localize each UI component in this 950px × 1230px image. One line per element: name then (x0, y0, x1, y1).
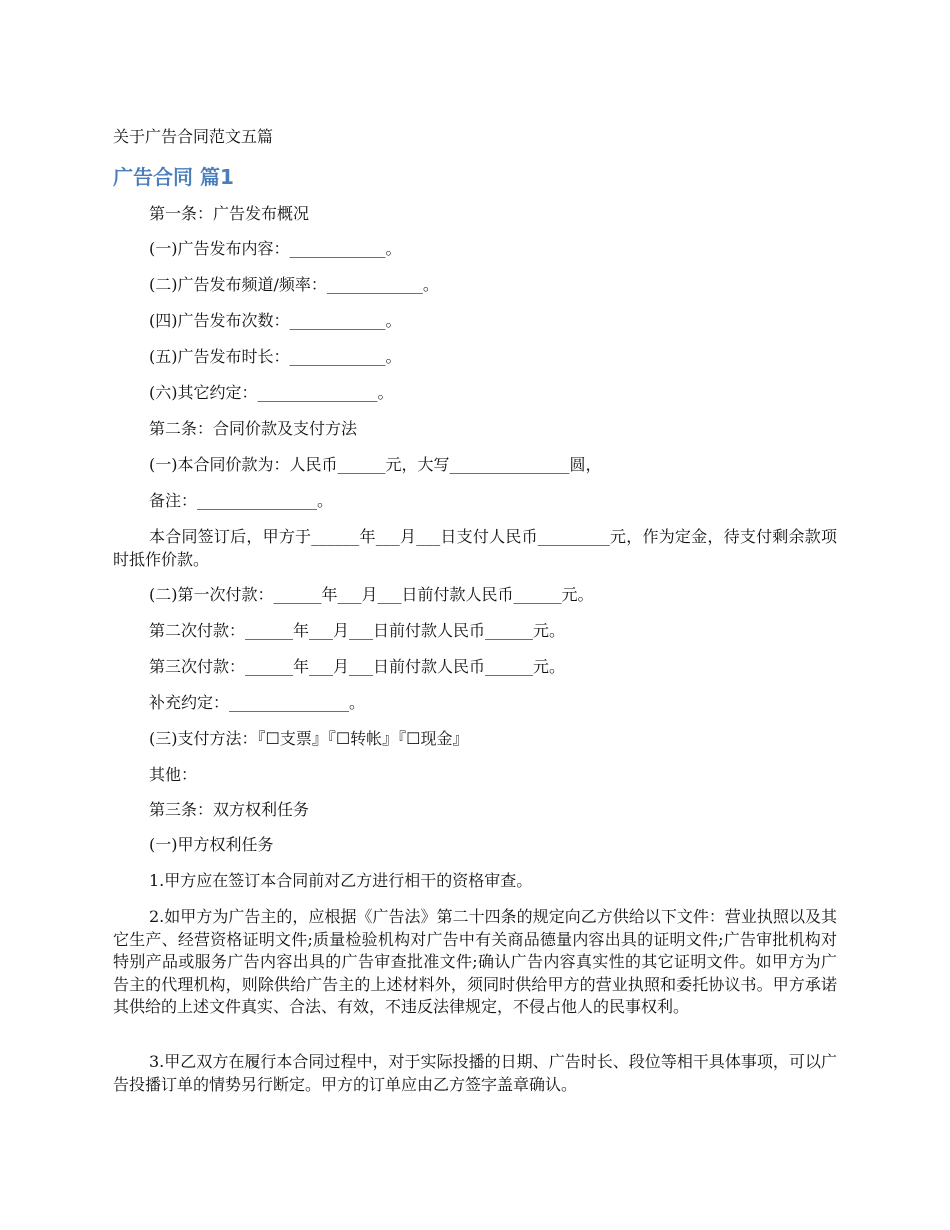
other-terms: 其他： (149, 765, 198, 784)
party-a-item-2: 2.如甲方为广告主的，应根据《广告法》第二十四条的规定向乙方供给以下文件：营业执照以及其它生产、经营资格证明文件;质量检验机构对广告中有关商品德量内容出具的证明文件;广告审批机构对特别产品或服务广告内容出具的广告审查批准文件;确认广告内容真实性的其它证明文件。如甲方为广告主的代理机构，则除供给广告主的上述材料外，须同时供给甲方的营业执照和委托协议书。甲方承诺其供给的上述文件真实、合法、有效，不违反法律规定，不侵占他人的民事权利。 (113, 907, 837, 1016)
paragraph-deposit: 本合同签订后，甲方于______年___月___日支付人民币_________元，作为定金，待支付剩余款项时抵作价款。 (113, 527, 837, 569)
payment-second: 第二次付款：______年___月___日前付款人民币______元。 (149, 621, 566, 640)
party-a-item-1: 1.甲方应在签订本合同前对乙方进行相干的资格审查。 (149, 871, 533, 890)
section-heading: 广告合同 篇1 (113, 165, 234, 189)
party-a-item-3: 3.甲乙双方在履行本合同过程中，对于实际投播的日期、广告时长、段位等相干具体事项，可以广告投播订单的情势另行断定。甲方的订单应由乙方签字盖章确认。 (113, 1052, 837, 1094)
clause-1-item-channel: (二)广告发布频道/频率：____________。 (149, 275, 439, 294)
payment-method: (三)支付方法：『☐支票』『☐转帐』『☐现金』 (149, 729, 469, 748)
clause-1-item-count: (四)广告发布次数：____________。 (149, 311, 402, 330)
payment-first: (二)第一次付款：______年___月___日前付款人民币______元。 (149, 585, 594, 604)
supplementary-agreement: 补充约定：_______________。 (149, 693, 366, 712)
clause-1-heading: 第一条：广告发布概况 (149, 204, 310, 223)
payment-third: 第三次付款：______年___月___日前付款人民币______元。 (149, 657, 566, 676)
clause-3-heading: 第三条：双方权利任务 (149, 800, 310, 819)
clause-2-price: (一)本合同价款为：人民币______元，大写_______________圆， (149, 455, 602, 474)
clause-1-item-other: (六)其它约定：_______________。 (149, 383, 394, 402)
clause-2-remark: 备注：_______________。 (149, 491, 334, 510)
clause-1-item-duration: (五)广告发布时长：____________。 (149, 347, 402, 366)
party-a-rights-heading: (一)甲方权利任务 (149, 835, 274, 854)
clause-1-item-content: (一)广告发布内容：____________。 (149, 239, 402, 258)
clause-2-heading: 第二条：合同价款及支付方法 (149, 419, 358, 438)
document-title: 关于广告合同范文五篇 (113, 127, 274, 146)
